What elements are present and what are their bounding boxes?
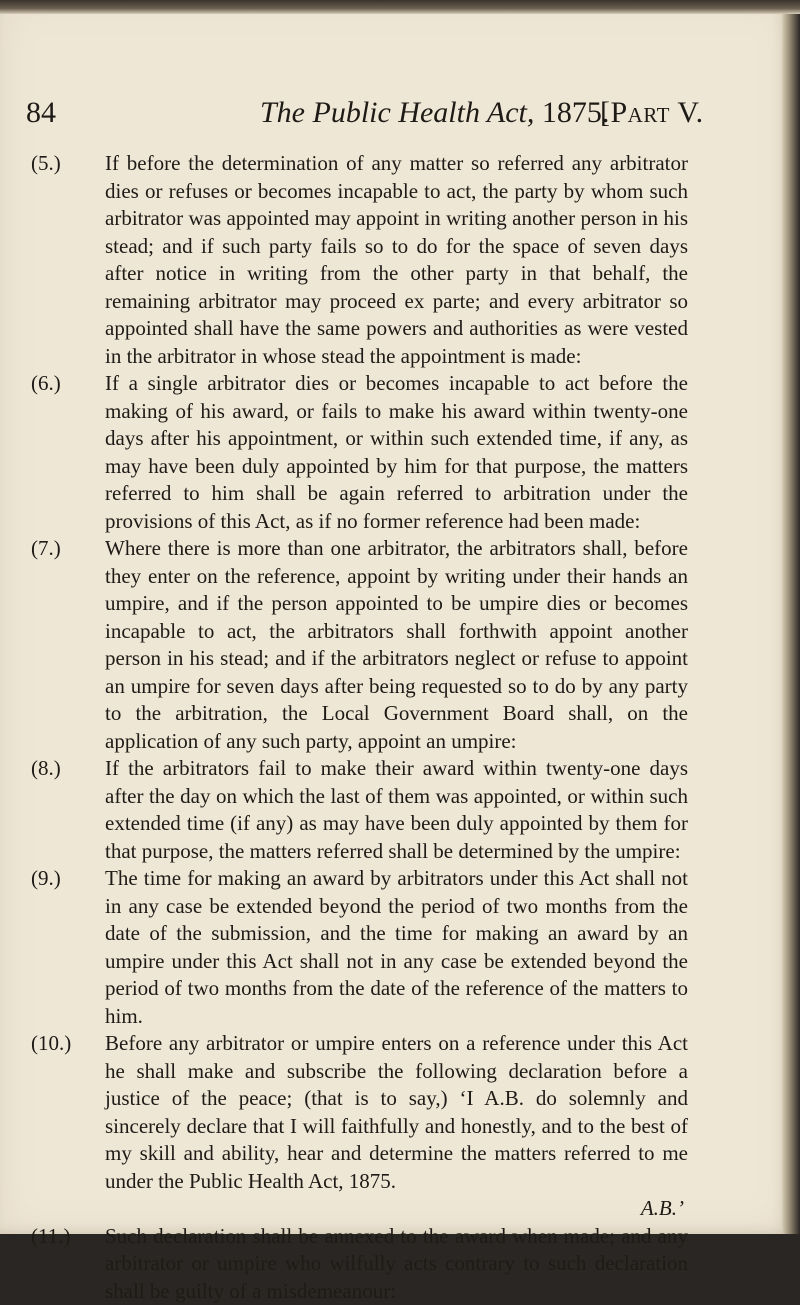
page-top-edge — [0, 0, 800, 14]
clause-number: (11.) — [31, 1223, 70, 1251]
page-header — [26, 96, 766, 142]
clause-5 — [68, 150, 688, 370]
clause-number: (9.) — [31, 865, 61, 893]
clause-6 — [68, 370, 688, 535]
clause-number: (5.) — [31, 150, 61, 178]
clause-number: (6.) — [31, 370, 61, 398]
declaration-signature: A.B.’ — [68, 1195, 688, 1223]
running-title-year: 1875. — [534, 96, 609, 129]
page-edge — [782, 0, 800, 1234]
clause-text: If before the determination of any matter so referred any arbitrator dies or refuses or becomes incapable to act, the party by whom such arbitrator was appointed may appoint in writing another person in his stead; and if such party fails so to do for the space of seven days after notice in writing from the other party in that behalf, the remaining arbitrator may proceed ex parte; and every arbitrator so appointed shall have the same powers and authorities as were vested in the arbitrator in whose stead the appointment is made: — [105, 151, 688, 368]
clause-text: The time for making an award by arbitrators under this Act shall not in any case be extended beyond the period of two months from the date of the submission, and the time for making an award by an umpire under this Act shall not in any case be extended beyond the period of two months from the date of the reference of the matters to him. — [105, 866, 688, 1028]
part-label: [Part V. — [600, 96, 704, 130]
page-number: 84 — [26, 96, 56, 130]
running-title-italic: The Public Health Act, — [260, 96, 534, 129]
clauses-body — [68, 150, 688, 1305]
clause-text: If the arbitrators fail to make their award within twenty-one days after the day on which the last of them was appointed, or within such extended time (if any) as may have been duly appointed by them for that purpose, the matters referred shall be determined by the umpire: — [105, 756, 688, 863]
clause-11 — [68, 1223, 688, 1305]
clause-9 — [68, 865, 688, 1030]
clause-8 — [68, 755, 688, 865]
clause-number: (7.) — [31, 535, 61, 563]
clause-number: (8.) — [31, 755, 61, 783]
clause-text: Such declaration shall be annexed to the award when made; and any arbitrator or umpire who wilfully acts contrary to such declaration shall be guilty of a misdemeanour: — [105, 1224, 688, 1303]
clause-text: If a single arbitrator dies or becomes incapable to act before the making of his award, or fails to make his award within twenty-one days after his appointment, or within such extended time, if any, as may have been duly appointed by him for that purpose, the matters referred to him shall be again referred to arbitration under the provisions of this Act, as if no former reference had been made: — [105, 371, 688, 533]
clause-7 — [68, 535, 688, 755]
clause-number: (10.) — [31, 1030, 71, 1058]
clause-10 — [68, 1030, 688, 1195]
clause-text: Where there is more than one arbitrator, the arbitrators shall, before they enter on the reference, appoint by writing under their hands an umpire, and if the person appointed to be umpire dies or becomes incapable to act, the arbitrators shall forthwith appoint another person in his stead; and if the arbitrators neglect or refuse to appoint an umpire for seven days after being requested so to do by any party to the arbitration, the Local Government Board shall, on the application of any such party, appoint an umpire: — [105, 536, 688, 753]
clause-text: Before any arbitrator or umpire enters on a reference under this Act he shall make and subscribe the following declaration before a justice of the peace; (that is to say,) ‘I A.B. do solemnly and sincerely declare that I will faithfully and honestly, and to the best of my skill and ability, hear and determine the matters referred to me under the Public Health Act, 1875. — [105, 1031, 688, 1193]
running-title — [260, 96, 609, 130]
